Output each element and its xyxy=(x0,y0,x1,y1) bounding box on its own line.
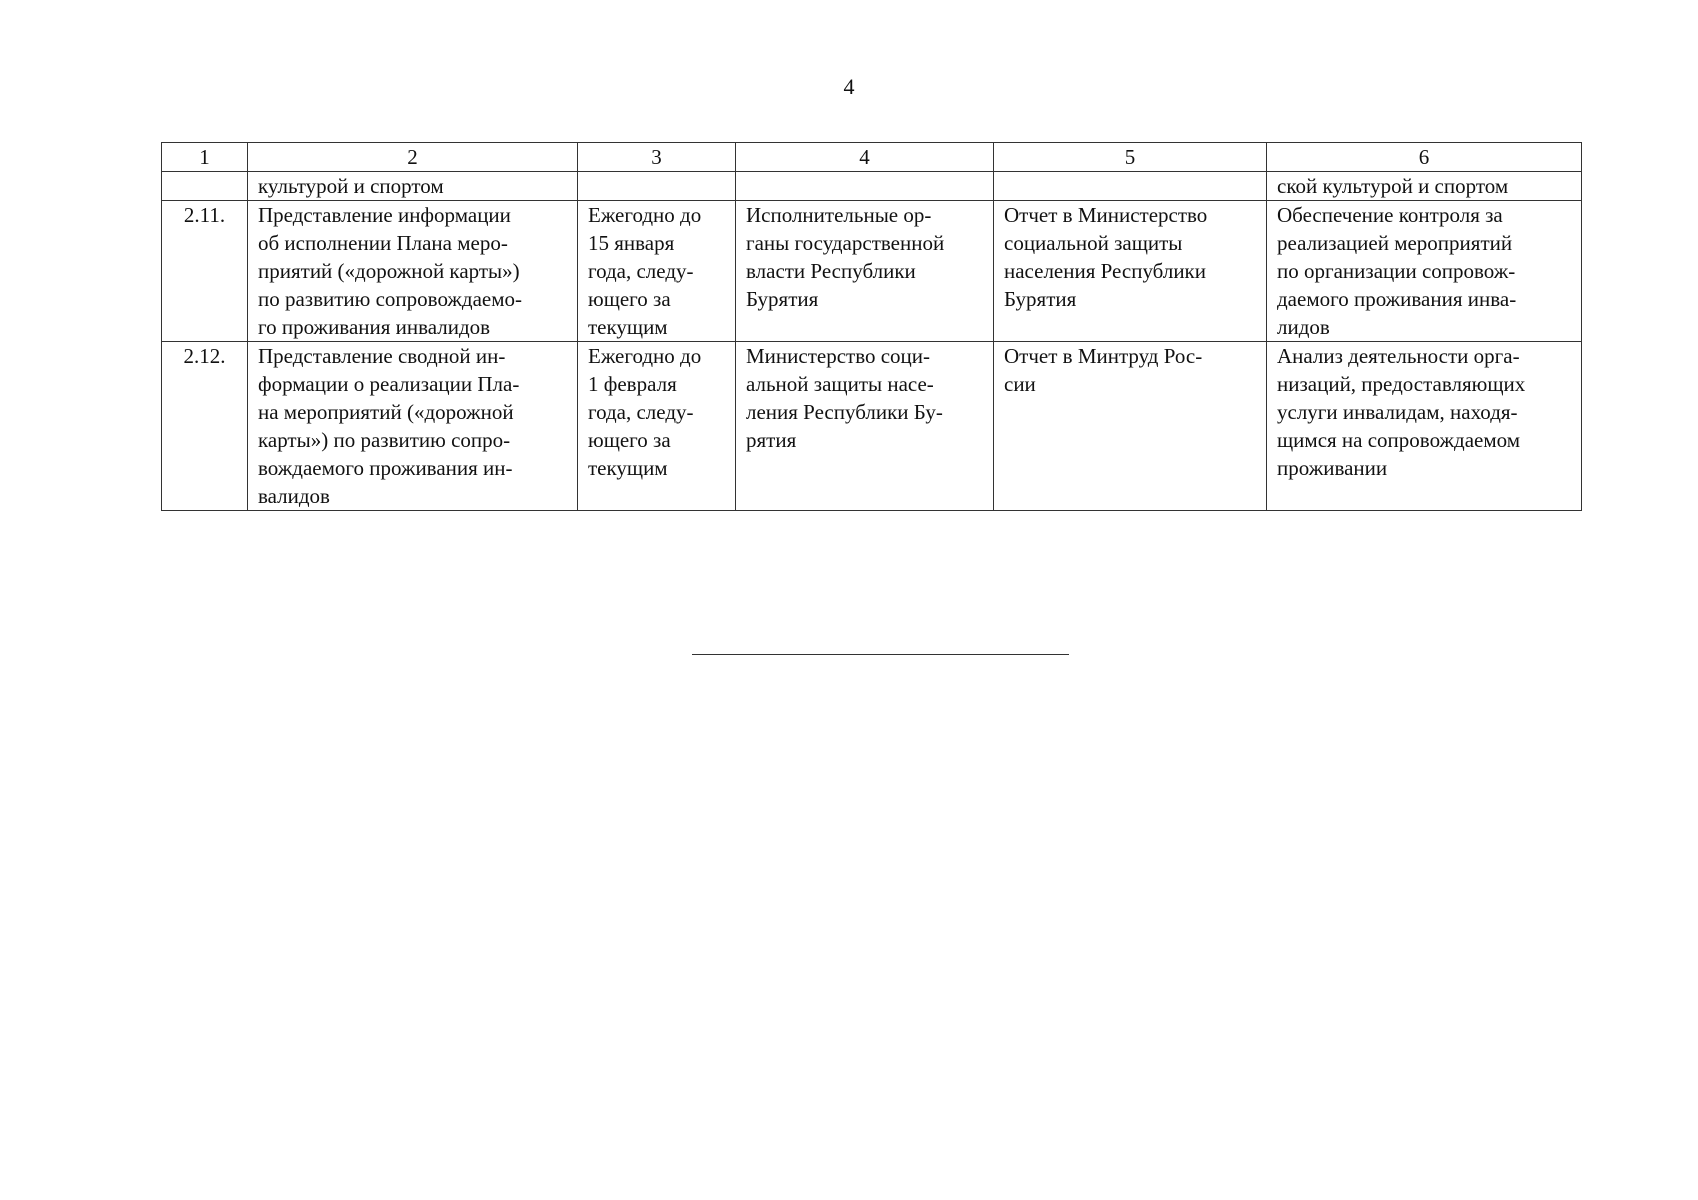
header-row xyxy=(162,143,1582,172)
measure-cell: Представление сводной ин- формации о реализации Пла- на мероприятий («дорожной карты») по развитию сопро- вождаемого проживания ин- валидов xyxy=(248,342,578,511)
column-header-5: 5 xyxy=(994,143,1267,172)
table-row xyxy=(162,201,1582,342)
row-number: 2.12. xyxy=(162,342,248,511)
result-cell: Отчет в Минтруд Рос- сии xyxy=(994,342,1267,511)
table-cell: ской культурой и спортом xyxy=(1267,172,1582,201)
executors-cell: Исполнительные ор- ганы государственной власти Республики Бурятия xyxy=(736,201,994,342)
goal-cell: Обеспечение контроля за реализацией мероприятий по организации сопровож- даемого проживания инва- лидов xyxy=(1267,201,1582,342)
table-cell xyxy=(994,172,1267,201)
table-cell xyxy=(162,172,248,201)
goal-cell: Анализ деятельности орга- низаций, предоставляющих услуги инвалидам, находя- щимся на сопровождаемом проживании xyxy=(1267,342,1582,511)
column-header-2: 2 xyxy=(248,143,578,172)
end-of-document-rule xyxy=(692,654,1069,655)
column-header-3: 3 xyxy=(578,143,736,172)
measures-table xyxy=(161,142,1582,511)
column-header-6: 6 xyxy=(1267,143,1582,172)
table-cell xyxy=(736,172,994,201)
measure-cell: Представление информации об исполнении Плана меро- приятий («дорожной карты») по развитию сопровождаемо- го проживания инвалидов xyxy=(248,201,578,342)
row-number: 2.11. xyxy=(162,201,248,342)
column-header-4: 4 xyxy=(736,143,994,172)
page-number: 4 xyxy=(843,74,855,99)
result-cell: Отчет в Министерство социальной защиты населения Республики Бурятия xyxy=(994,201,1267,342)
table-cell xyxy=(578,172,736,201)
table-row xyxy=(162,342,1582,511)
deadline-cell: Ежегодно до 15 января года, следу- ющего за текущим xyxy=(578,201,736,342)
column-header-1: 1 xyxy=(162,143,248,172)
continuation-row xyxy=(162,172,1582,201)
executors-cell: Министерство соци- альной защиты насе- ления Республики Бу- рятия xyxy=(736,342,994,511)
deadline-cell: Ежегодно до 1 февраля года, следу- ющего за текущим xyxy=(578,342,736,511)
table-cell: культурой и спортом xyxy=(248,172,578,201)
